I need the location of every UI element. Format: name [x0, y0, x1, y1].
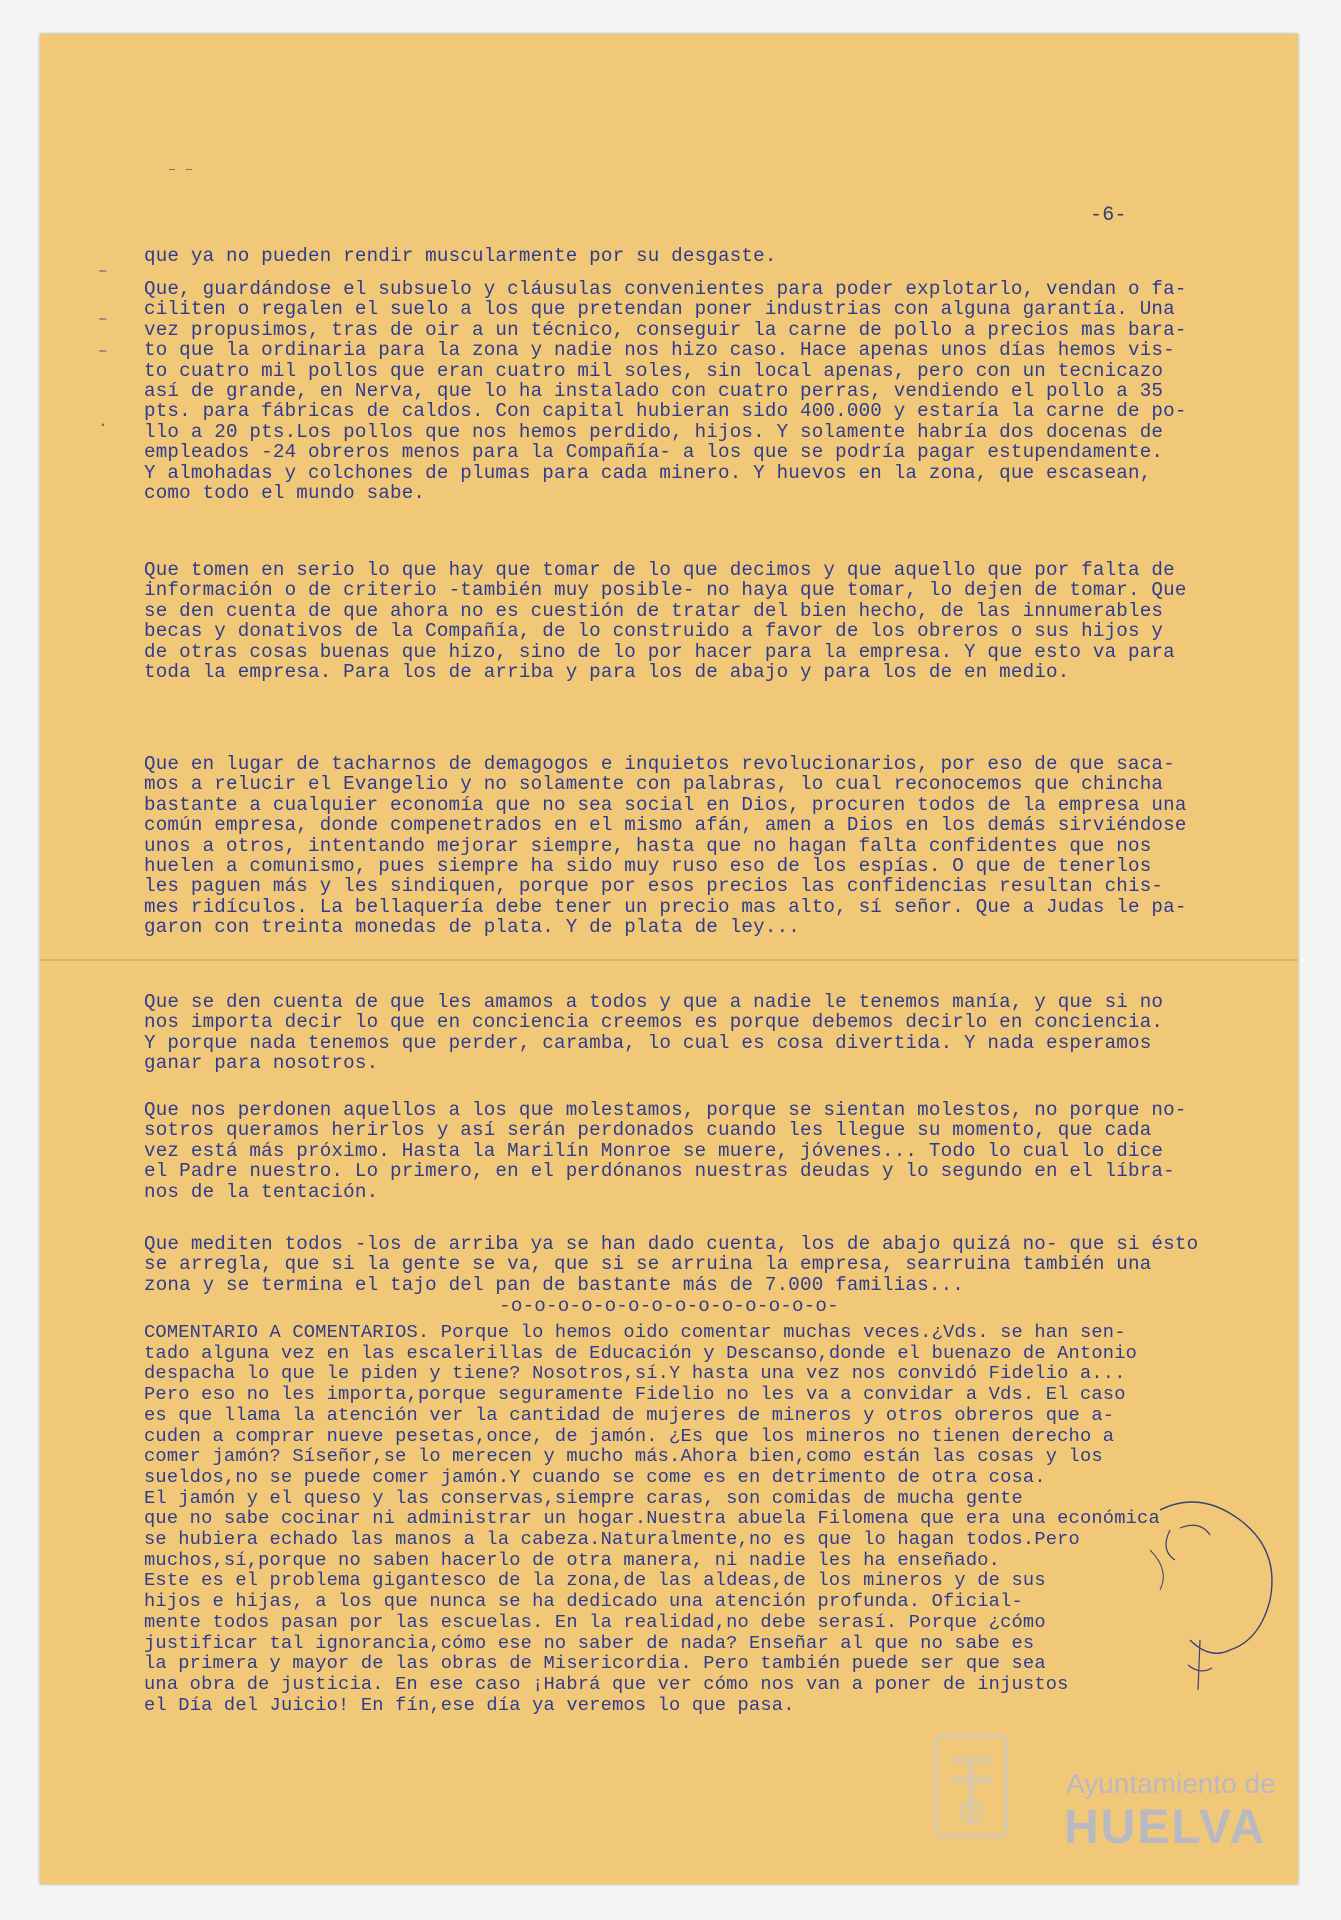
text-line: tado alguna vez en las escalerillas de Educación y Descanso,donde el buenazo de Antonio — [144, 1341, 1138, 1364]
text-line: Que se den cuenta de que les amamos a todos y que a nadie le tenemos manía, y que si no — [144, 992, 1164, 1013]
text-line: comer jamón? Síseñor,se lo merecen y mucho más.Ahora bien,como están las cosas y los — [144, 1445, 1103, 1468]
text-line: así de grande, en Nerva, que lo ha instalado con cuatro perras, vendiendo el pollo a 35 — [144, 380, 1164, 403]
text-line: les paguen más y les sindiquen, porque por esos precios las confidencias resultan chis- — [144, 875, 1164, 898]
text-line: huelen a comunismo, pues siempre ha sido muy ruso eso de los espías. O que de tenerlos — [144, 855, 1152, 878]
text-line: mente todos pasan por las escuelas. En la realidad,no debe serasí. Porque ¿cómo — [144, 1610, 1046, 1633]
paragraph — [144, 279, 1284, 503]
text-line: Que mediten todos -los de arriba ya se han dado cuenta, los de abajo quizá no- que si ésto — [144, 1234, 1199, 1255]
section-separator: -o-o-o-o-o-o-o-o-o-o-o-o-o-o- — [499, 1295, 839, 1317]
text-line: Que en lugar de tacharnos de demagogos e inquietos revolucionarios, por eso de que saca- — [144, 754, 1175, 775]
paragraph — [144, 246, 1284, 266]
paper-fold-line — [40, 959, 1298, 961]
paragraph — [144, 1234, 1284, 1295]
text-line: empleados -24 obreros menos para la Compañía- a los que se podría pagar estupendamente. — [144, 441, 1164, 464]
text-line: vez está más próximo. Hasta la Marilín Monroe se muere, jóvenes... Todo lo cual lo dice — [144, 1139, 1164, 1162]
text-line: muchos,sí,porque no saben hacerlo de otra manera, ni nadie les ha enseñado. — [144, 1548, 1001, 1571]
margin-dashes: – – — [168, 162, 194, 178]
text-line: becas y donativos de la Compañía, de lo construido a favor de los obreros o sus hijos y — [144, 620, 1164, 643]
text-line: bastante a cualquier economía que no sea social en Dios, procuren todos de la empresa una — [144, 793, 1187, 816]
text-line: llo a 20 pts.Los pollos que nos hemos perdido, hijos. Y solamente habría dos docenas de — [144, 420, 1164, 443]
text-line: garon con treinta monedas de plata. Y de plata de ley... — [144, 916, 801, 938]
text-line: sueldos,no se puede comer jamón.Y cuando se come es en detrimento de otra cosa. — [144, 1465, 1046, 1488]
text-line: una obra de justicia. En ese caso ¡Habrá que ver cómo nos van a poner de injustos — [144, 1672, 1069, 1695]
text-line: pts. para fábricas de caldos. Con capital hubieran sido 400.000 y estaría la carne de po- — [144, 400, 1187, 423]
text-line: Que nos perdonen aquellos a los que molestamos, porque se sientan molestos, no porque no- — [144, 1100, 1187, 1121]
text-line: sotros queramos herirlos y así serán perdonados cuando les llegue su momento, que cada — [144, 1119, 1152, 1142]
text-line: nos de la tentación. — [144, 1180, 379, 1203]
comentario-section — [144, 1322, 1284, 1715]
paragraph — [144, 754, 1284, 938]
text-line: ganar para nosotros. — [144, 1052, 379, 1074]
watermark-line1: Ayuntamiento de — [1066, 1768, 1276, 1799]
text-line: vez propusimos, tras de oir a un técnico, conseguir la carne de pollo a precios mas bara- — [144, 318, 1187, 341]
text-line: mos a relucir el Evangelio y no solamente con palabras, lo cual reconocemos que chincha — [144, 773, 1164, 796]
text-line: como todo el mundo sabe. — [144, 482, 426, 504]
text-line: El jamón y el queso y las conservas,siempre caras, son comidas de mucha gente — [144, 1486, 1023, 1509]
text-line: cuden a comprar nueve pesetas,once, de jamón. ¿Es que los mineros no tienen derecho a — [144, 1424, 1115, 1447]
text-line: Que tomen en serio lo que hay que tomar de lo que decimos y que aquello que por falta de — [144, 560, 1175, 581]
text-line: Pero eso no les importa,porque seguramente Fidelio no les va a convidar a Vds. El caso — [144, 1383, 1126, 1406]
paragraph — [144, 560, 1284, 682]
margin-mark: · — [98, 416, 108, 434]
text-line: unos a otros, intentando mejorar siempre, hasta que no hagan falta confidentes que nos — [144, 834, 1152, 857]
hand-drawn-doodle — [1140, 1490, 1290, 1710]
watermark-line2: HUELVA — [1064, 1801, 1267, 1854]
text-line: ciliten o regalen el suelo a los que pretendan poner industrias con alguna garantía. Una — [144, 298, 1175, 321]
paragraph — [144, 992, 1284, 1074]
paragraph — [144, 1100, 1284, 1202]
text-line: justificar tal ignorancia,cómo ese no saber de nada? Enseñar al que no sabe es — [144, 1631, 1035, 1654]
margin-mark: – — [98, 342, 108, 360]
text-line: despacha lo que le piden y tiene? Nosotros,sí.Y hasta una vez nos convidó Fidelio a... — [144, 1362, 1126, 1385]
text-line: que ya no pueden rendir muscularmente por su desgaste. — [144, 246, 777, 267]
text-line: Que, guardándose el subsuelo y cláusulas convenientes para poder explotarlo, vendan o fa- — [144, 279, 1187, 300]
text-line: Este es el problema gigantesco de la zona,de las aldeas,de los mineros y de sus — [144, 1569, 1046, 1592]
text-line: información o de criterio -también muy posible- no haya que tomar, lo dejen de tomar. Que — [144, 579, 1187, 602]
margin-mark: – — [98, 262, 108, 280]
document-sheet — [40, 34, 1298, 1884]
text-line: Y almohadas y colchones de plumas para cada minero. Y huevos en la zona, que escasean, — [144, 461, 1152, 484]
text-line: mes ridículos. La bellaquería debe tener un precio mas alto, sí señor. Que a Judas le pa- — [144, 895, 1187, 918]
text-line: hijos e hijas, a los que nunca se ha dedicado una atención profunda. Oficial- — [144, 1590, 1023, 1613]
text-line: toda la empresa. Para los de arriba y para los de abajo y para los de en medio. — [144, 661, 1070, 683]
text-line: to que la ordinaria para la zona y nadie nos hizo caso. Hace apenas unos días hemos vis- — [144, 339, 1175, 362]
text-line: se arregla, que si la gente se va, que si se arruina la empresa, searruina también una — [144, 1253, 1152, 1276]
text-line: to cuatro mil pollos que eran cuatro mil soles, sin local apenas, pero con un tecnicazo — [144, 359, 1164, 382]
text-line: común empresa, donde compenetrados en el mismo afán, amen a Dios en los demás sirviéndose — [144, 814, 1187, 837]
text-line: zona y se termina el tajo del pan de bastante más de 7.000 familias... — [144, 1273, 965, 1296]
text-line: se den cuenta de que ahora no es cuestión de tratar del bien hecho, de las innumerables — [144, 599, 1164, 622]
text-line: el Padre nuestro. Lo primero, en el perdónanos nuestras deudas y lo segundo en el líbra- — [144, 1160, 1175, 1183]
text-line: COMENTARIO A COMENTARIOS. Porque lo hemos oido comentar muchas veces.¿Vds. se han sen- — [144, 1322, 1126, 1343]
margin-mark: – — [98, 310, 108, 328]
text-line: nos importa decir lo que en conciencia creemos es porque debemos decirlo en conciencia. — [144, 1011, 1164, 1034]
text-line: la primera y mayor de las obras de Misericordia. Pero también puede ser que sea — [144, 1652, 1046, 1675]
text-line: Y porque nada tenemos que perder, caramba, lo cual es cosa divertida. Y nada esperamos — [144, 1031, 1152, 1054]
text-line: se hubiera echado las manos a la cabeza.Naturalmente,no es que lo hagan todos.Pero — [144, 1528, 1080, 1551]
text-line: es que llama la atención ver la cantidad de mujeres de mineros y otros obreros que a- — [144, 1403, 1115, 1426]
text-line: de otras cosas buenas que hizo, sino de lo por hacer para la empresa. Y que esto va para — [144, 640, 1175, 663]
text-line: que no sabe cocinar ni administrar un hogar.Nuestra abuela Filomena que era una económica — [144, 1507, 1160, 1530]
text-line: el Día del Juicio! En fín,ese día ya veremos lo que pasa. — [144, 1693, 795, 1716]
page-number: -6- — [1090, 204, 1127, 227]
